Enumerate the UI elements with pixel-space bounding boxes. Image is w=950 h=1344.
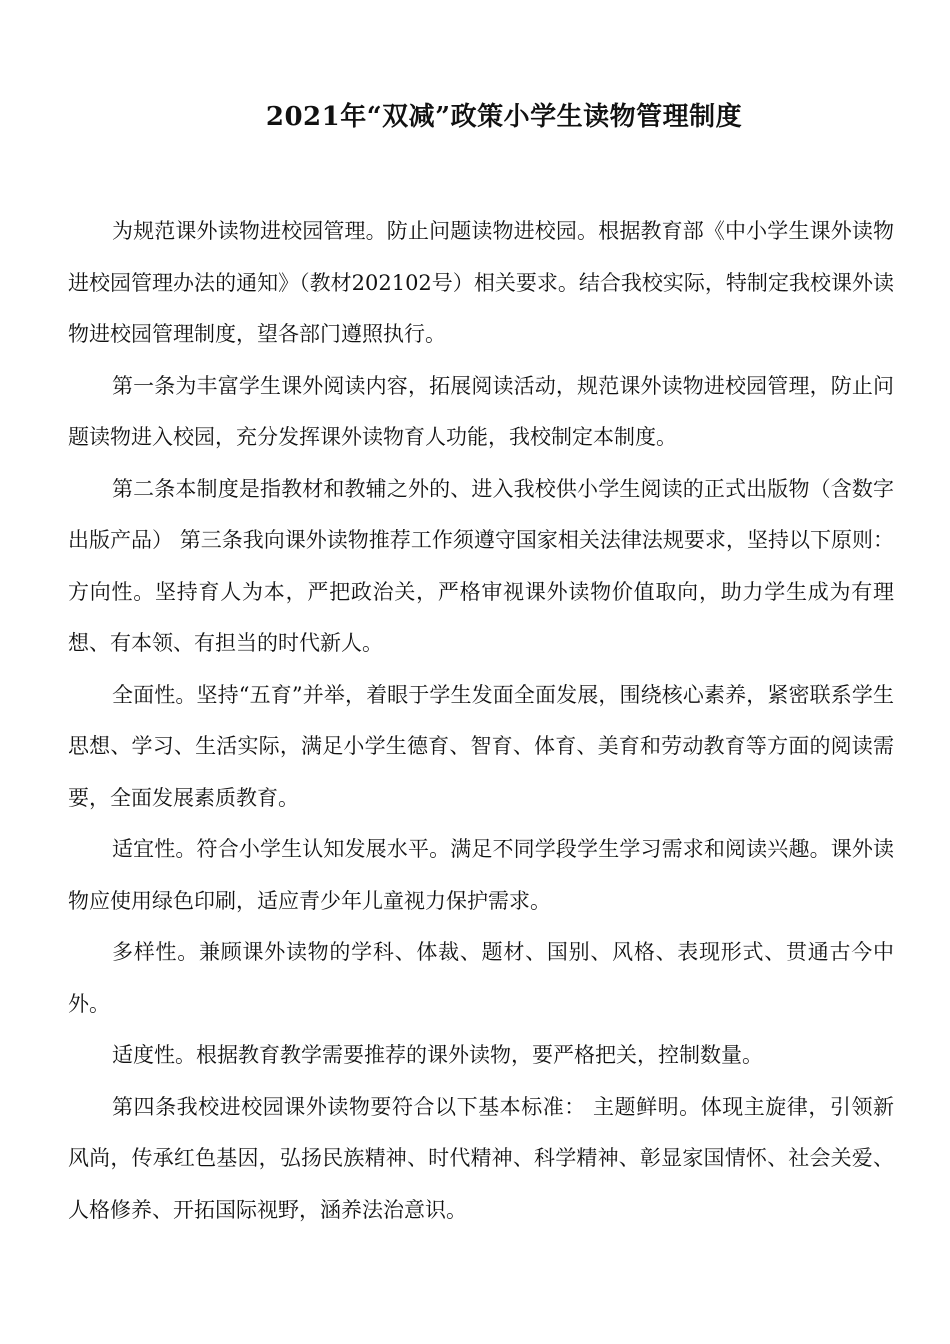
paragraph-article-1: 第一条为丰富学生课外阅读内容，拓展阅读活动，规范课外读物进校园管理，防止问题读物进入校园，充分发挥课外读物育人功能，我校制定本制度。 xyxy=(68,373,894,449)
paragraph-intro: 为规范课外读物进校园管理。防止问题读物进校园。根据教育部《中小学生课外读物进校园管理办法的通知》（教材202102号）相关要求。结合我校实际，特制定我校课外读物进校园管理制度，望各部门遵照执行。 xyxy=(68,219,894,346)
paragraph-diversity: 多样性。兼顾课外读物的学科、体裁、题材、国别、风格、表现形式、贯通古今中外。 xyxy=(68,940,894,1016)
paragraph-article-2-3: 第二条本制度是指教材和教辅之外的、进入我校供小学生阅读的正式出版物（含数字出版产品） 第三条我向课外读物推荐工作须遵守国家相关法律法规要求，坚持以下原则： 方向性。坚持育人为本，严把政治关，严格审视课外读物价值取向，助力学生成为有理想、有本领、有担当的时代新人。 xyxy=(68,476,894,655)
paragraph-suitability: 适宜性。符合小学生认知发展水平。满足不同学段学生学习需求和阅读兴趣。课外读物应使用绿色印刷，适应青少年儿童视力保护需求。 xyxy=(68,837,894,913)
document-body xyxy=(68,206,894,1236)
paragraph-moderation: 适度性。根据教育教学需要推荐的课外读物，要严格把关，控制数量。 xyxy=(112,1043,763,1067)
document-title: 2021年“双减”政策小学生读物管理制度 xyxy=(265,102,743,132)
paragraph-comprehensiveness: 全面性。坚持“五育”并举，着眼于学生发面全面发展，围绕核心素养，紧密联系学生思想、学习、生活实际，满足小学生德育、智育、体育、美育和劳动教育等方面的阅读需要，全面发展素质教育。 xyxy=(68,682,894,810)
paragraph-article-4: 第四条我校进校园课外读物要符合以下基本标准： 主题鲜明。体现主旋律，引领新风尚，传承红色基因，弘扬民族精神、时代精神、科学精神、彰显家国情怀、社会关爱、人格修养、开拓国际视野，涵养法治意识。 xyxy=(68,1094,894,1222)
